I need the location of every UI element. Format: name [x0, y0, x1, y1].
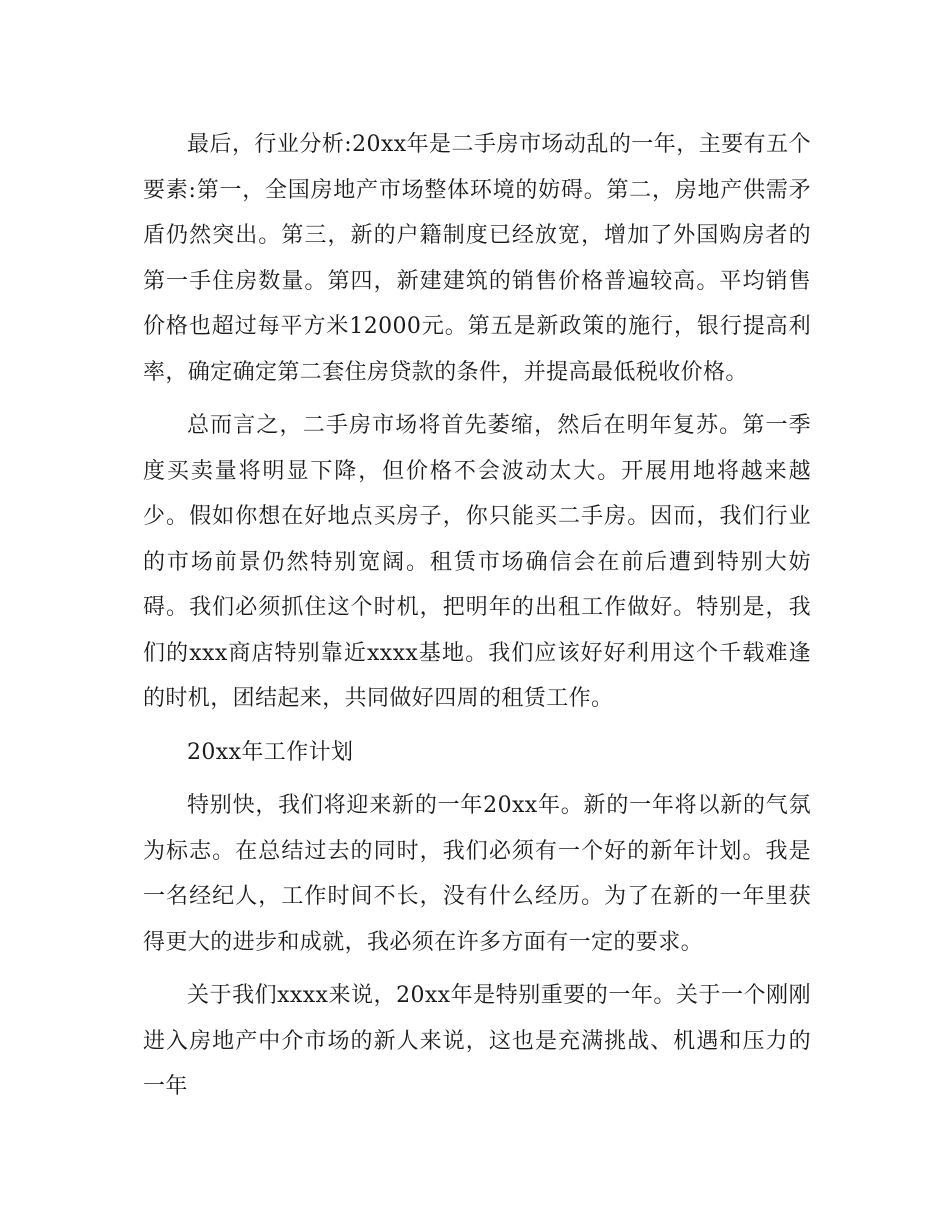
paragraph-new-year-plan: 特别快，我们将迎来新的一年20xx年。新的一年将以新的气氛为标志。在总结过去的同时，我们必须有一个好的新年计划。我是一名经纪人，工作时间不长，没有什么经历。为了在新的一年里获得更大的进步和成就，我必须在许多方面有一定的要求。 — [143, 793, 811, 955]
paragraph-industry-analysis: 最后，行业分析:20xx年是二手房市场动乱的一年，主要有五个要素:第一，全国房地产市场整体环境的妨碍。第二，房地产供需矛盾仍然突出。第三，新的户籍制度已经放宽，增加了外国购房者的第一手住房数量。第四，新建建筑的销售价格普遍较高。平均销售价格也超过每平方米12000元。第五是新政策的施行，银行提高利率，确定确定第二套住房贷款的条件，并提高最低税收价格。 — [143, 132, 811, 385]
paragraph-importance: 关于我们xxxx来说，20xx年是特别重要的一年。关于一个刚刚进入房地产中介市场的新人来说，这也是充满挑战、机遇和压力的一年 — [143, 983, 811, 1099]
section-title: 20xx年工作计划 — [187, 739, 354, 765]
document-body — [143, 122, 811, 1118]
paragraph-summary: 总而言之，二手房市场将首先萎缩，然后在明年复苏。第一季度买卖量将明显下降，但价格不会波动太大。开展用地将越来越少。假如你想在好地点买房子，你只能买二手房。因而，我们行业的市场前景仍然特别宽阔。租赁市场确信会在前后遭到特别大妨碍。我们必须抓住这个时机，把明年的出租工作做好。特别是，我们的xxx商店特别靠近xxxx基地。我们应该好好利用这个千载难逢的时机，团结起来，共同做好四周的租赁工作。 — [143, 413, 811, 711]
